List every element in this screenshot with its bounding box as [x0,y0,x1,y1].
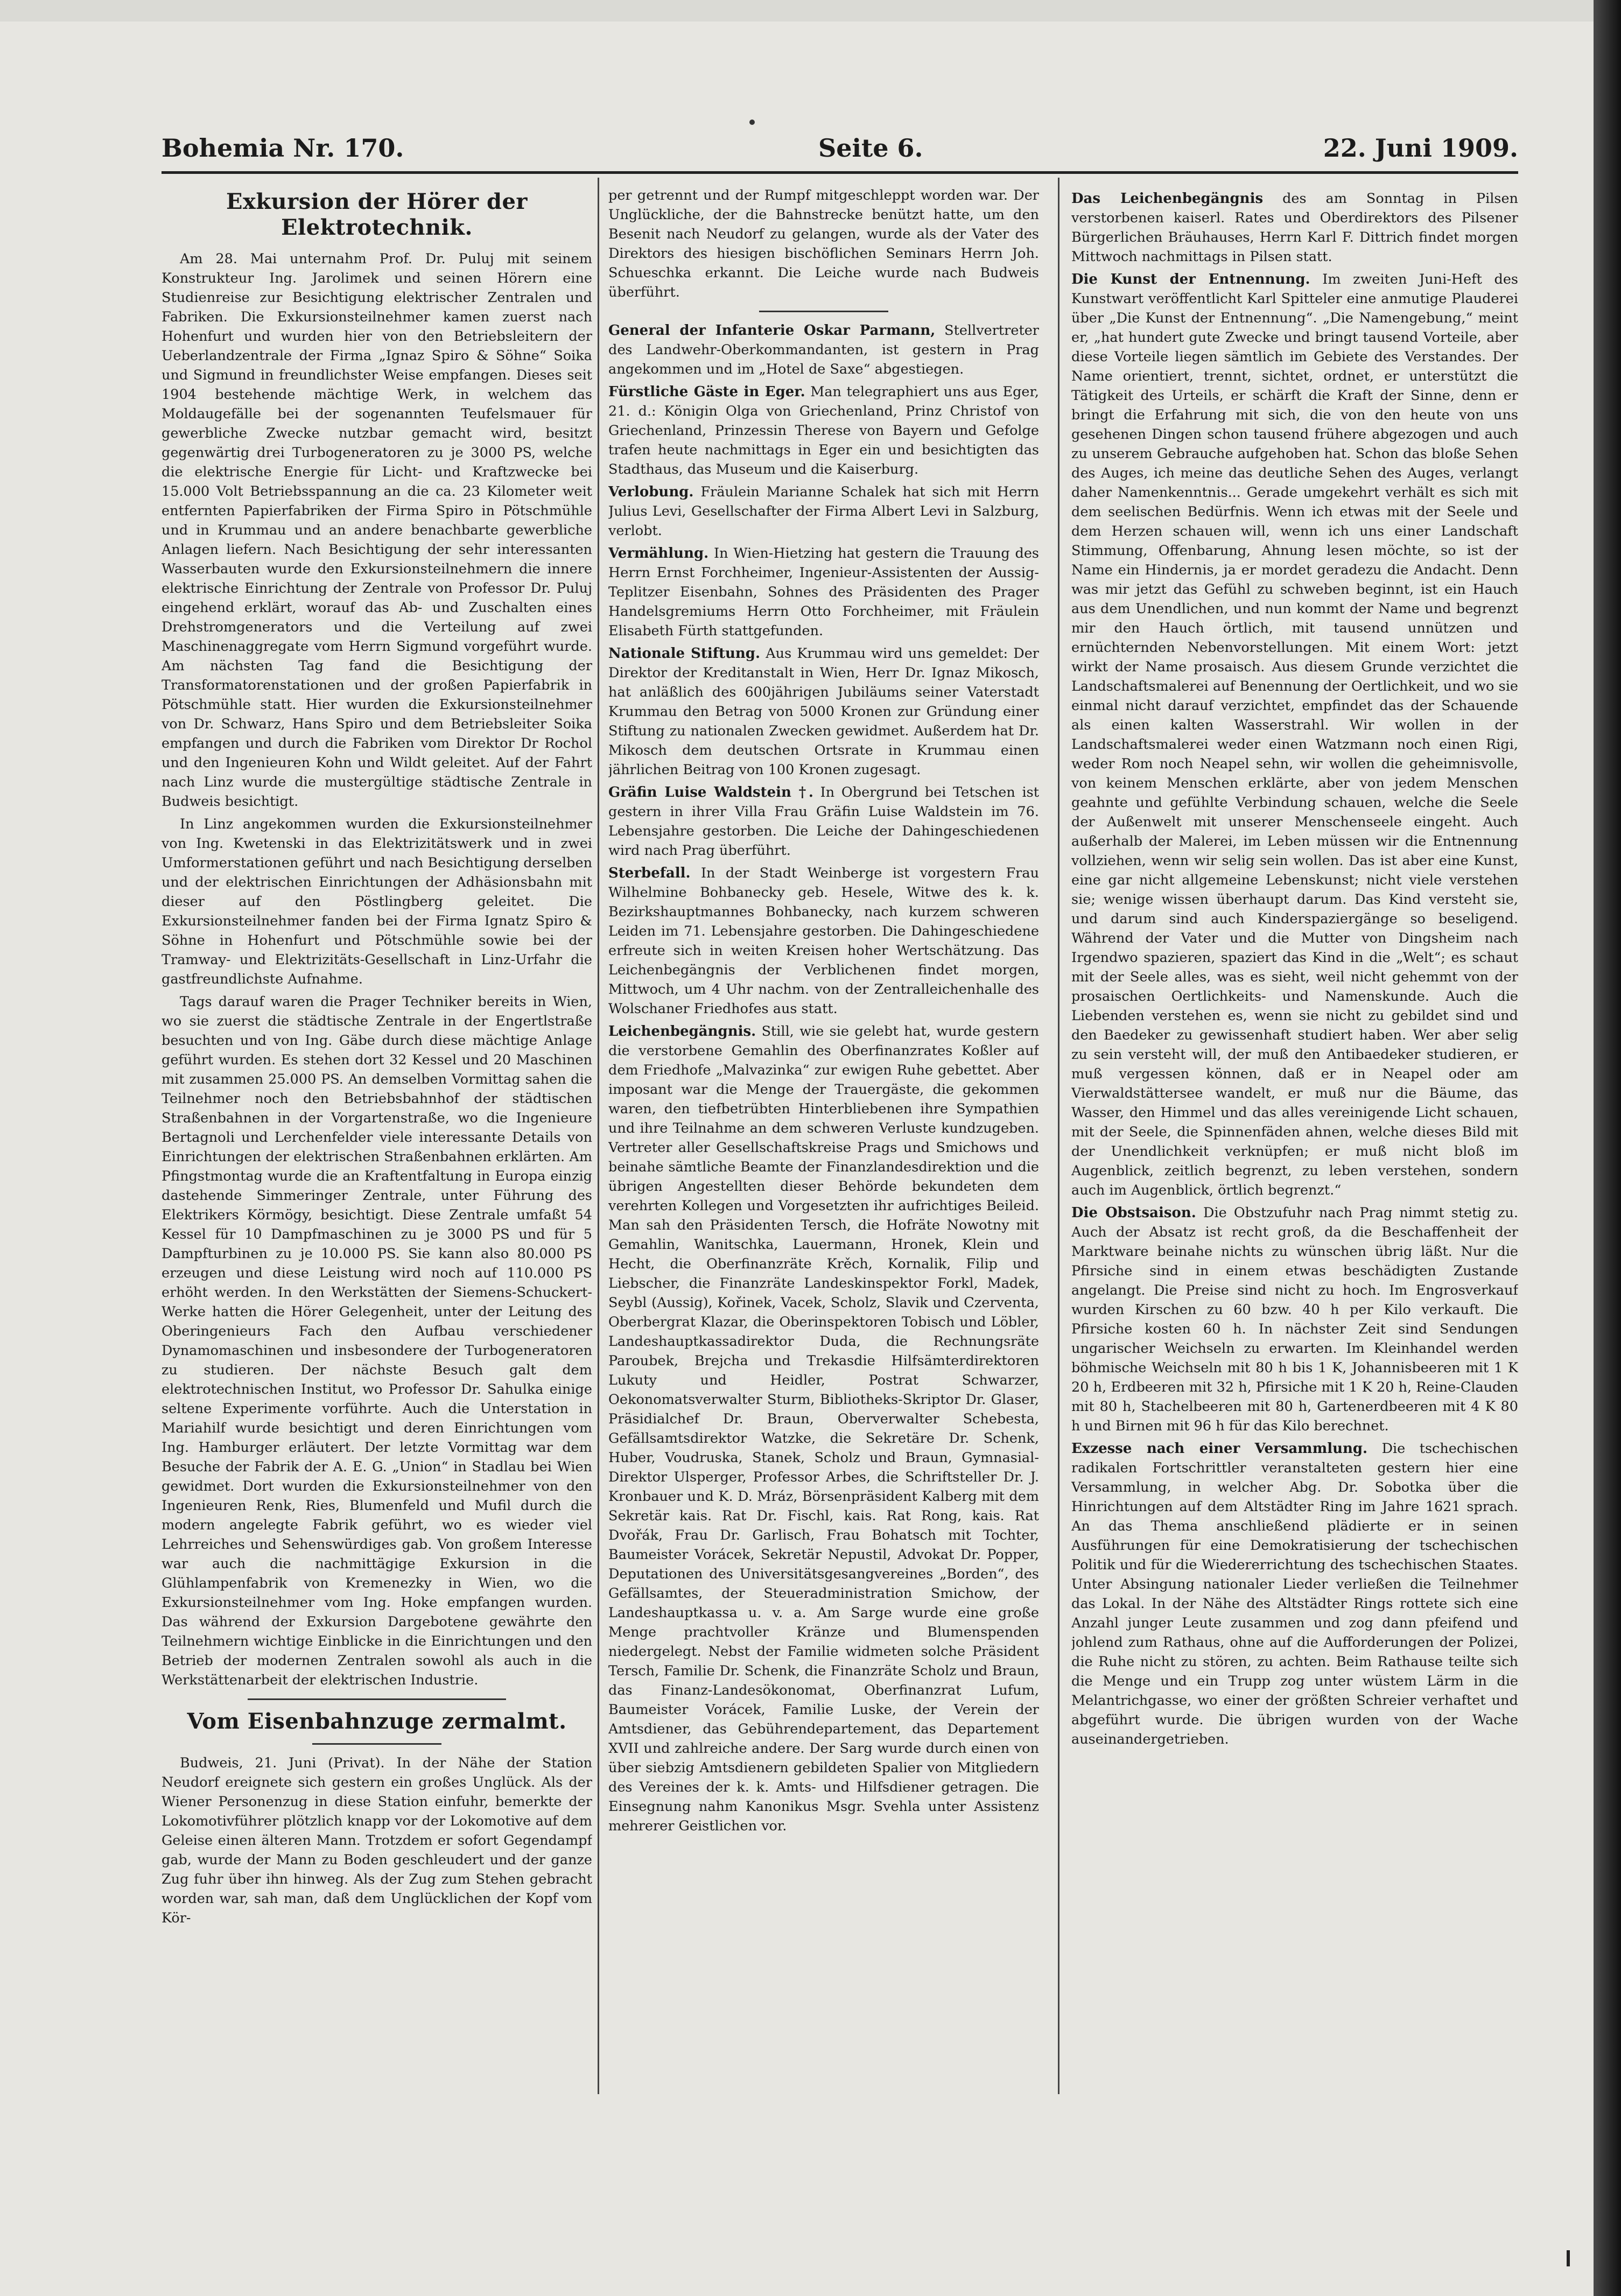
news-heading-exzesse: Exzesse nach einer Versammlung. [1071,1441,1368,1457]
article-separator [759,311,888,312]
page-header [162,134,1518,171]
news-heading-leichenbegaengnis: Leichenbegängnis. [608,1023,756,1040]
article-paragraph: Budweis, 21. Juni (Privat). In der Nähe der Station Neudorf ereignete sich gestern ein großes Unglück. Als der Wiener Personenzug in diese Station einfuhr, bemerkte der Lokomotivführer plötzlich knapp vor der Lokomotive auf dem Geleise einen älteren Mann. Trotzdem er sofort Gegendampf gab, wurde der Mann zu Boden geschleudert und der ganze Zug fuhr über ihn hinweg. Als der Zug zum Stehen gebracht worden war, sah man, daß dem Unglücklichen der Kopf vom Kör- [162,1755,592,1926]
news-heading-general: General der Infanterie Oskar Parmann, [608,322,936,339]
news-heading-sterbefall: Sterbefall. [608,865,691,881]
news-text: Stellvertreter des Landwehr-Oberkommandanten, ist gestern in Prag angekommen und im „Hotel de Saxe“ abgestiegen. [608,322,1039,377]
scan-mark [1567,2250,1570,2266]
article-separator [312,1743,441,1745]
news-heading-gaeste: Fürstliche Gäste in Eger. [608,384,805,400]
article-paragraph: In Linz angekommen wurden die Exkursionsteilnehmer von Ing. Kwetenski in das Elektrizitätswerk und in zwei Umformerstationen geführt und nach Besichtigung derselben und der elektrischen Einrichtungen der Adhäsionsbahn mit dieser auf den Pöstlingberg geleitet. Die Exkursionsteilnehmer fanden bei der Firma Ignatz Spiro & Söhne in Hohenfurt und Pötschmühle sowie bei der Tramway- und Elektrizitäts-Gesellschaft in Linz-Urfahr die gastfreundlichste Aufnahme. [162,816,592,987]
article-paragraph: per getrennt und der Rumpf mitgeschleppt worden war. Der Unglückliche, der die Bahnstrecke benützt hatte, um den Besenit nach Neudorf zu gelangen, wurde als der Vater des Direktors des hiesigen bischöflichen Seminars Herrn Joh. Schueschka erkannt. Die Leiche wurde nach Budweis überführt. [608,187,1039,300]
news-text: In Obergrund bei Tetschen ist gestern in ihrer Villa Frau Gräfin Luise Waldstein im 76. Lebensjahre gestorben. Die Leiche der Dahingeschiedenen wird nach Prag überführt. [608,784,1039,859]
news-text: Fräulein Marianne Schalek hat sich mit Herrn Julius Levi, Gesellschafter der Firma Albert Levi in Salzburg, verlobt. [608,484,1039,539]
column-3 [1071,186,1518,2124]
header-date: 22. Juni 1909. [1323,134,1518,163]
article-separator [248,1698,506,1700]
news-text: Die Obstzufuhr nach Prag nimmt stetig zu. Auch der Absatz ist recht groß, da die Beschaffenheit der Marktware beinahe nichts zu wünschen übrig läßt. Nur die Pfirsiche sind in einem etwas beschädigten Zustande angelangt. Die Preise sind nicht zu hoch. Im Engrosverkauf wurden Kirschen zu 60 bzw. 40 h per Kilo verkauft. Die Pfirsiche kosten 60 h. In nächster Zeit sind Sendungen ungarischer Weichseln zu erwarten. Im Kleinhandel werden böhmische Weichseln mit 80 h bis 1 K, Johannisbeeren mit 1 K 20 h, Erdbeeren mit 32 h, Pfirsiche mit 1 K 20 h, Reine-Clauden mit 80 h, Stachelbeeren mit 80 h, Gartenerdbeeren mit 4 K 80 h und Birnen mit 96 h für das Kilo berechnet. [1071,1205,1518,1434]
header-masthead: Bohemia Nr. 170. [162,134,404,163]
column-2 [608,186,1039,2124]
column-divider [1058,178,1059,2094]
news-text: Die tschechischen radikalen Fortschrittler veranstalteten gestern hier eine Versammlung, in welcher Abg. Dr. Sobotka über die Hinrichtungen auf dem Altstädter Ring im Jahre 1621 sprach. An das Thema anschließend plädierte er in seinen Ausführungen für eine Demokratisierung der tschechischen Politik und für die Wiedererrichtung des tschechischen Staates. Unter Absingung nationaler Lieder verließen die Teilnehmer das Lokal. In der Nähe des Altstädter Rings rottete sich eine Anzahl junger Leute zusammen und zog dann pfeifend und johlend zum Rathaus, ohne auf die Aufforderungen der Polizei, die Ruhe nicht zu stören, zu achten. Beim Rathause teilte sich die Menge und ein Trupp zog unter wüstem Lärm in die Melantrichgasse, wo einer der größten Schreier verhaftet und abgeführt wurde. Die übrigen wurden von der Wache auseinandergetrieben. [1071,1441,1518,1747]
article-title-eisenbahn: Vom Eisenbahnzuge zermalmt. [187,1709,567,1734]
ink-dot [749,120,755,125]
news-text: Man telegraphiert uns aus Eger, 21. d.: Königin Olga von Griechenland, Prinz Christof von Griechenland, Prinzessin Therese von Bayern und Gefolge trafen heute nachmittags in Eger ein und besichtigten das Stadthaus, das Museum und die Kaiserburg. [608,384,1039,478]
news-text: In der Stadt Weinberge ist vorgestern Frau Wilhelmine Bohbanecky geb. Hesele, Witwe des k. k. Bezirkshauptmannes Bohbanecky, nach kurzem schweren Leiden im 71. Lebensjahre gestorben. Die Dahingeschiedene erfreute sich in weiten Kreisen hoher Wertschätzung. Das Leichenbegängnis der Verblichenen findet morgen, Mittwoch, um 4 Uhr nachm. von der Zentralleichenhalle des Wolschaner Friedhofes aus statt. [608,865,1039,1017]
news-text: des am Sonntag in Pilsen verstorbenen kaiserl. Rates und Oberdirektors des Pilsener Bürgerlichen Bräuhauses, Herrn Karl F. Dittrich findet morgen Mittwoch nachmittags in Pilsen statt. [1071,191,1518,265]
column-divider [598,178,599,2094]
article-paragraph: Am 28. Mai unternahm Prof. Dr. Puluj mit seinem Konstrukteur Ing. Jarolimek und seinen Hörern eine Studienreise zur Besichtigung elektrischer Zentralen und Fabriken. Die Exkursionsteilnehmer kamen zuerst nach Hohenfurt und wurden hier von den Betriebsleitern der Ueberlandzentrale der Firma „Ignaz Spiro & Söhne“ Soika und Sigmund in freundlichster Weise empfangen. Dieses seit 1904 bestehende mächtige Werk, in welchem das Moldaugefälle bei der sogenannten Teufelsmauer für gewerbliche Zwecke nutzbar gemacht wird, besitzt gegenwärtig drei Turbogeneratoren zu je 3000 PS, welche die elektrische Energie für Licht- und Kraftzwecke bei 15.000 Volt Betriebsspannung an die ca. 23 Kilometer weit entfernten Papierfabriken der Firma Spiro in Pötschmühle und in Krummau und an andere benachbarte gewerbliche Anlagen liefern. Nach Besichtigung der sehr interessanten Wasserbauten wurde den Exkursionsteilnehmern die innere elektrische Einrichtung der Zentrale von Professor Dr. Puluj eingehend erklärt, worauf das Ab- und Zuschalten eines Drehstromgenerators und die Verteilung auf zwei Maschinenaggregate vom Herrn Sigmund vorgeführt wurde. Am nächsten Tag fand die Besichtigung der Transformatorenstationen und der großen Papierfabrik in Pötschmühle statt. Hier wurden die Exkursionsteilnehmer von Dr. Schwarz, Hans Spiro und dem Betriebsleiter Soika empfangen und durch die Fabriken vom Direktor Dr Rochol und den Ingenieuren Kohn und Wildt geleitet. Auf der Fahrt nach Linz wurde die mustergültige städtische Zentrale in Budweis besichtigt. [162,251,592,810]
news-heading-verlobung: Verlobung. [608,484,694,500]
news-heading-kunst: Die Kunst der Entnennung. [1071,271,1310,287]
news-heading-obstsaison: Die Obstsaison. [1071,1205,1196,1221]
article-title-exkursion: Exkursion der Hörer der Elektrotechnik. [226,189,528,240]
news-text: Aus Krummau wird uns gemeldet: Der Direktor der Kreditanstalt in Wien, Herr Dr. Ignaz Mikosch, hat anläßlich des 600jährigen Jubiläums seiner Vaterstadt Krummau den Betrag von 5000 Kronen zur Gründung einer Stiftung zu nationalen Zwecken gewidmet. Außerdem hat Dr. Mikosch dem deutschen Ortsrate in Krummau einen jährlichen Beitrag von 100 Kronen zugesagt. [608,645,1039,778]
scan-top-strip [0,0,1594,22]
news-heading-graefin: Gräfin Luise Waldstein †. [608,784,813,801]
header-page-number: Seite 6. [818,134,923,163]
news-heading-vermaehlung: Vermählung. [608,545,709,561]
article-paragraph: Tags darauf waren die Prager Techniker bereits in Wien, wo sie zuerst die städtische Zentrale in der Engertlstraße besuchten und von Ing. Gäbe durch diese mächtige Anlage geführt wurden. Es stehen dort 32 Kessel und 20 Maschinen mit zusammen 25.000 PS. An demselben Vormittag sahen die Teilnehmer noch den Betriebsbahnhof der städtischen Straßenbahnen in der Vorgartenstraße, wo die Ingenieure Bertagnoli und Lerchenfelder viele interessante Details von Einrichtungen der elektrischen Straßenbahnen erklärten. Am Pfingstmontag wurde die an Kraftentfaltung in Europa einzig dastehende Simmeringer Zentrale, unter Führung des Elektrikers Körmögy, besichtigt. Diese Zentrale umfaßt 54 Kessel für 10 Dampfmaschinen zu je 3000 PS und für 5 Dampfturbinen zu je 10.000 PS. Sie kann also 80.000 PS erzeugen und diese Leistung wird noch auf 110.000 PS erhöht werden. In den Werkstätten der Siemens-Schuckert-Werke hatten die Hörer Gelegenheit, unter der Leitung des Oberingenieurs Fach den Aufbau verschiedener Dynamomaschinen und insbesondere der Turbogeneratoren zu studieren. Der nächste Besuch galt dem elektrotechnischen Institut, wo Professor Dr. Sahulka einige seltene Experimente vorführte. Auch die Unterstation in Mariahilf wurde besichtigt und deren Einrichtungen vom Ing. Hamburger erläutert. Der letzte Vormittag war dem Besuche der Fabrik der A. E. G. „Union“ in Stadlau bei Wien gewidmet. Dort wurden die Exkursionsteilnehmer von den Ingenieuren Renk, Ries, Blumenfeld und Mufil durch die modern angelegte Fabrik geführt, wo es wieder viel Lehrreiches und Sehenswürdiges gab. Von großem Interesse war auch die nachmittägige Exkursion in die Glühlampenfabrik von Kremenezky in Wien, wo die Exkursionsteilnehmer vom Ing. Hoke empfangen wurden. Das während der Exkursion Dargebotene gewährte den Teilnehmern wichtige Einblicke in die Einrichtungen und den Betrieb der modernen Zentralen sowohl als auch in die Werkstättenarbeit der elektrischen Industrie. [162,994,592,1688]
news-text: In Wien-Hietzing hat gestern die Trauung des Herrn Ernst Forchheimer, Ingenieur-Assistenten der Aussig-Teplitzer Eisenbahn, Sohnes des Präsidenten des Prager Handelsgremiums Herrn Otto Forchheimer, mit Fräulein Elisabeth Fürth stattgefunden. [608,545,1039,639]
scan-edge-shadow [1594,0,1621,2296]
news-heading-stiftung: Nationale Stiftung. [608,645,761,662]
header-rule [162,171,1518,174]
column-1 [162,186,592,2124]
news-text: Im zweiten Juni-Heft des Kunstwart veröffentlicht Karl Spitteler eine anmutige Plauderei über „Die Kunst der Entnennung“. „Die Namengebung,“ meint er, „hat hundert gute Zwecke und bringt tausend Vorteile, aber diese Vorteile liegen sämtlich im Gebiete des Verstandes. Der Name orientiert, trennt, sichtet, ordnet, er unterstützt die Tätigkeit des Urteils, er schärft die Kraft der Sinne, denn er bringt die Erfahrung mit sich, die von den heute von uns gesehenen Dingen schon tausend frühere abgezogen und auch zu unserem Gebrauche aufgehoben hat. Schon das bloße Sehen des Auges, ich meine das deutliche Sehen des Auges, verlangt daher Namenkenntnis... Gerade umgekehrt verhält es sich mit dem seelischen Bedürfnis. Wenn ich etwas mit der Seele und dem Herzen schauen will, wenn ich uns einer Landschaft Stimmung, Offenbarung, Ahnung lesen möchte, so ist der Name ein Hindernis, ja er mordet geradezu die Andacht. Denn was mir jetzt das Gefühl zu schweben beginnt, ist ein Hauch aus dem Unendlichen, und nun kommt der Name und begrenzt mir den Hauch örtlich, mit tausend unnützen und ernüchternden Nebenvorstellungen. Mit einem Wort: jetzt wirkt der Name prosaisch. Aus diesem Grunde verzichtet die Landschaftsmalerei auf Benennung der Oertlichkeit, und wo sie einmal nicht darauf verzichtet, empfindet das der Schauende als einen kalten Wasserstrahl. Wir wollen in der Landschaftsmalerei weder einen Watzmann noch einen Rigi, weder Rom noch Neapel sehn, wir wollen die geheimnisvolle, von keinem Menschen erklärte, aber von jedem Menschen geahnte und gefühlte Verbindung schauen, welche die Seele der Außenwelt mit unserer Menschenseele eingeht. Auch außerhalb der Malerei, im Leben müssen wir die Entnennung vollziehen, wenn wir selig sein wollen. Das ist aber eine Kunst, eine gar nicht allgemeine Lebenskunst; nicht viele verstehen sie; wenige wissen überhaupt darum. Das Kind versteht sie, und darum sind auch Kinderspaziergänge so beseligend. Während der Vater und die Mutter von Dingsheim nach Irgendwo spazieren, spaziert das Kind in die „Welt“; es schaut mit der Seele alles, was es sieht, weil nicht gehemmt von der prosaischen Oertlichkeits- und Namenskunde. Auch die Liebenden verstehen es, wenn sie nicht zu gebildet sind und den Baedeker zu gewissenhaft studiert haben. Wer aber selig zu sein versteht will, der muß den Antibaedeker studieren, er muß vergessen können, daß er in Neapel oder am Vierwaldstättersee wandelt, er muß nur die Bäume, das Wasser, den Himmel und das alles vereinigende Licht schauen, mit der Seele, die Spinnenfäden ahnen, welche dieses Bild mit der Unendlichkeit verknüpfen; er muß nicht bloß im Augenblick, zeitlich begrenzt, zu leben verstehen, sondern auch im Augenblick, örtlich begrenzt.“ [1071,271,1518,1198]
news-text: Still, wie sie gelebt hat, wurde gestern die verstorbene Gemahlin des Oberfinanzrates Koßler auf dem Friedhofe „Malvazinka“ zur ewigen Ruhe gebettet. Aber imposant war die Menge der Trauergäste, die gekommen waren, den tiefbetrübten Hinterbliebenen ihre Sympathien und ihre Teilnahme an dem schweren Verluste kundzugeben. Vertreter aller Gesellschaftskreise Prags und Smichows und beinahe sämtliche Beamte der Finanzlandesdirektion und die übrigen Angestellten dieser Behörde bekundeten dem verehrten Kollegen und Vorgesetzten ihr aufrichtiges Beileid. Man sah den Präsidenten Tersch, die Hofräte Nowotny mit Gemahlin, Wanitschka, Lauermann, Hronek, Klein und Hecht, die Oberfinanzräte Krěch, Kornalik, Filip und Liebscher, die Finanzräte Landeskinspektor Forkl, Madek, Seybl (Aussig), Kořinek, Vacek, Scholz, Slavik und Czerventa, Oberbergrat Klazar, die Oberinspektoren Tobisch und Löbler, Landeshauptkassadirektor Duda, die Rechnungsräte Paroubek, Brejcha und Trekasdie Hilfsämterdirektoren Lukuty und Heidler, Postrat Schwarzer, Oekonomatsverwalter Sturm, Bibliotheks-Skriptor Dr. Glaser, Präsidialchef Dr. Braun, Oberverwalter Schebesta, Gefällsamtsdirektor Watzke, die Sekretäre Dr. Schenk, Huber, Voudruska, Stanek, Scholz und Braun, Gymnasial-Direktor Ulsperger, Professor Arbes, die Schriftsteller Dr. J. Kronbauer und K. D. Mráz, Börsenpräsident Kalberg mit dem Sekretär kais. Rat Dr. Fischl, kais. Rat Rong, kais. Rat Dvořák, Frau Dr. Garlisch, Frau Bohatsch mit Tochter, Baumeister Vorácek, Sekretär Nepustil, Advokat Dr. Popper, Deputationen des Universitätsgesangvereines „Borden“, des Gefällsamtes, der Steueradministration Smichow, der Landeshauptkassa u. v. a. Am Sarge wurde eine große Menge prachtvoller Kränze und Blumenspenden niedergelegt. Nebst der Familie widmeten solche Präsident Tersch, Familie Dr. Schenk, die Finanzräte Scholz und Braun, das Finanz-Landesökonomat, Oberfinanzrat Lufum, Baumeister Vorácek, Familie Luske, der Verein der Amtsdiener, das Gebührendepartement, das Departement XVII und zahlreiche andere. Der Sarg wurde durch einen von über siebzig Amtsdienern gebildeten Spalier von Mitgliedern des Vereines der k. k. Amts- und Hilfsdiener getragen. Die Einsegnung nahm Kanonikus Msgr. Svehla unter Assistenz mehrerer Geistlichen vor. [608,1023,1039,1834]
news-heading-leichenbegaengnis-pilsen: Das Leichenbegängnis [1071,191,1264,207]
